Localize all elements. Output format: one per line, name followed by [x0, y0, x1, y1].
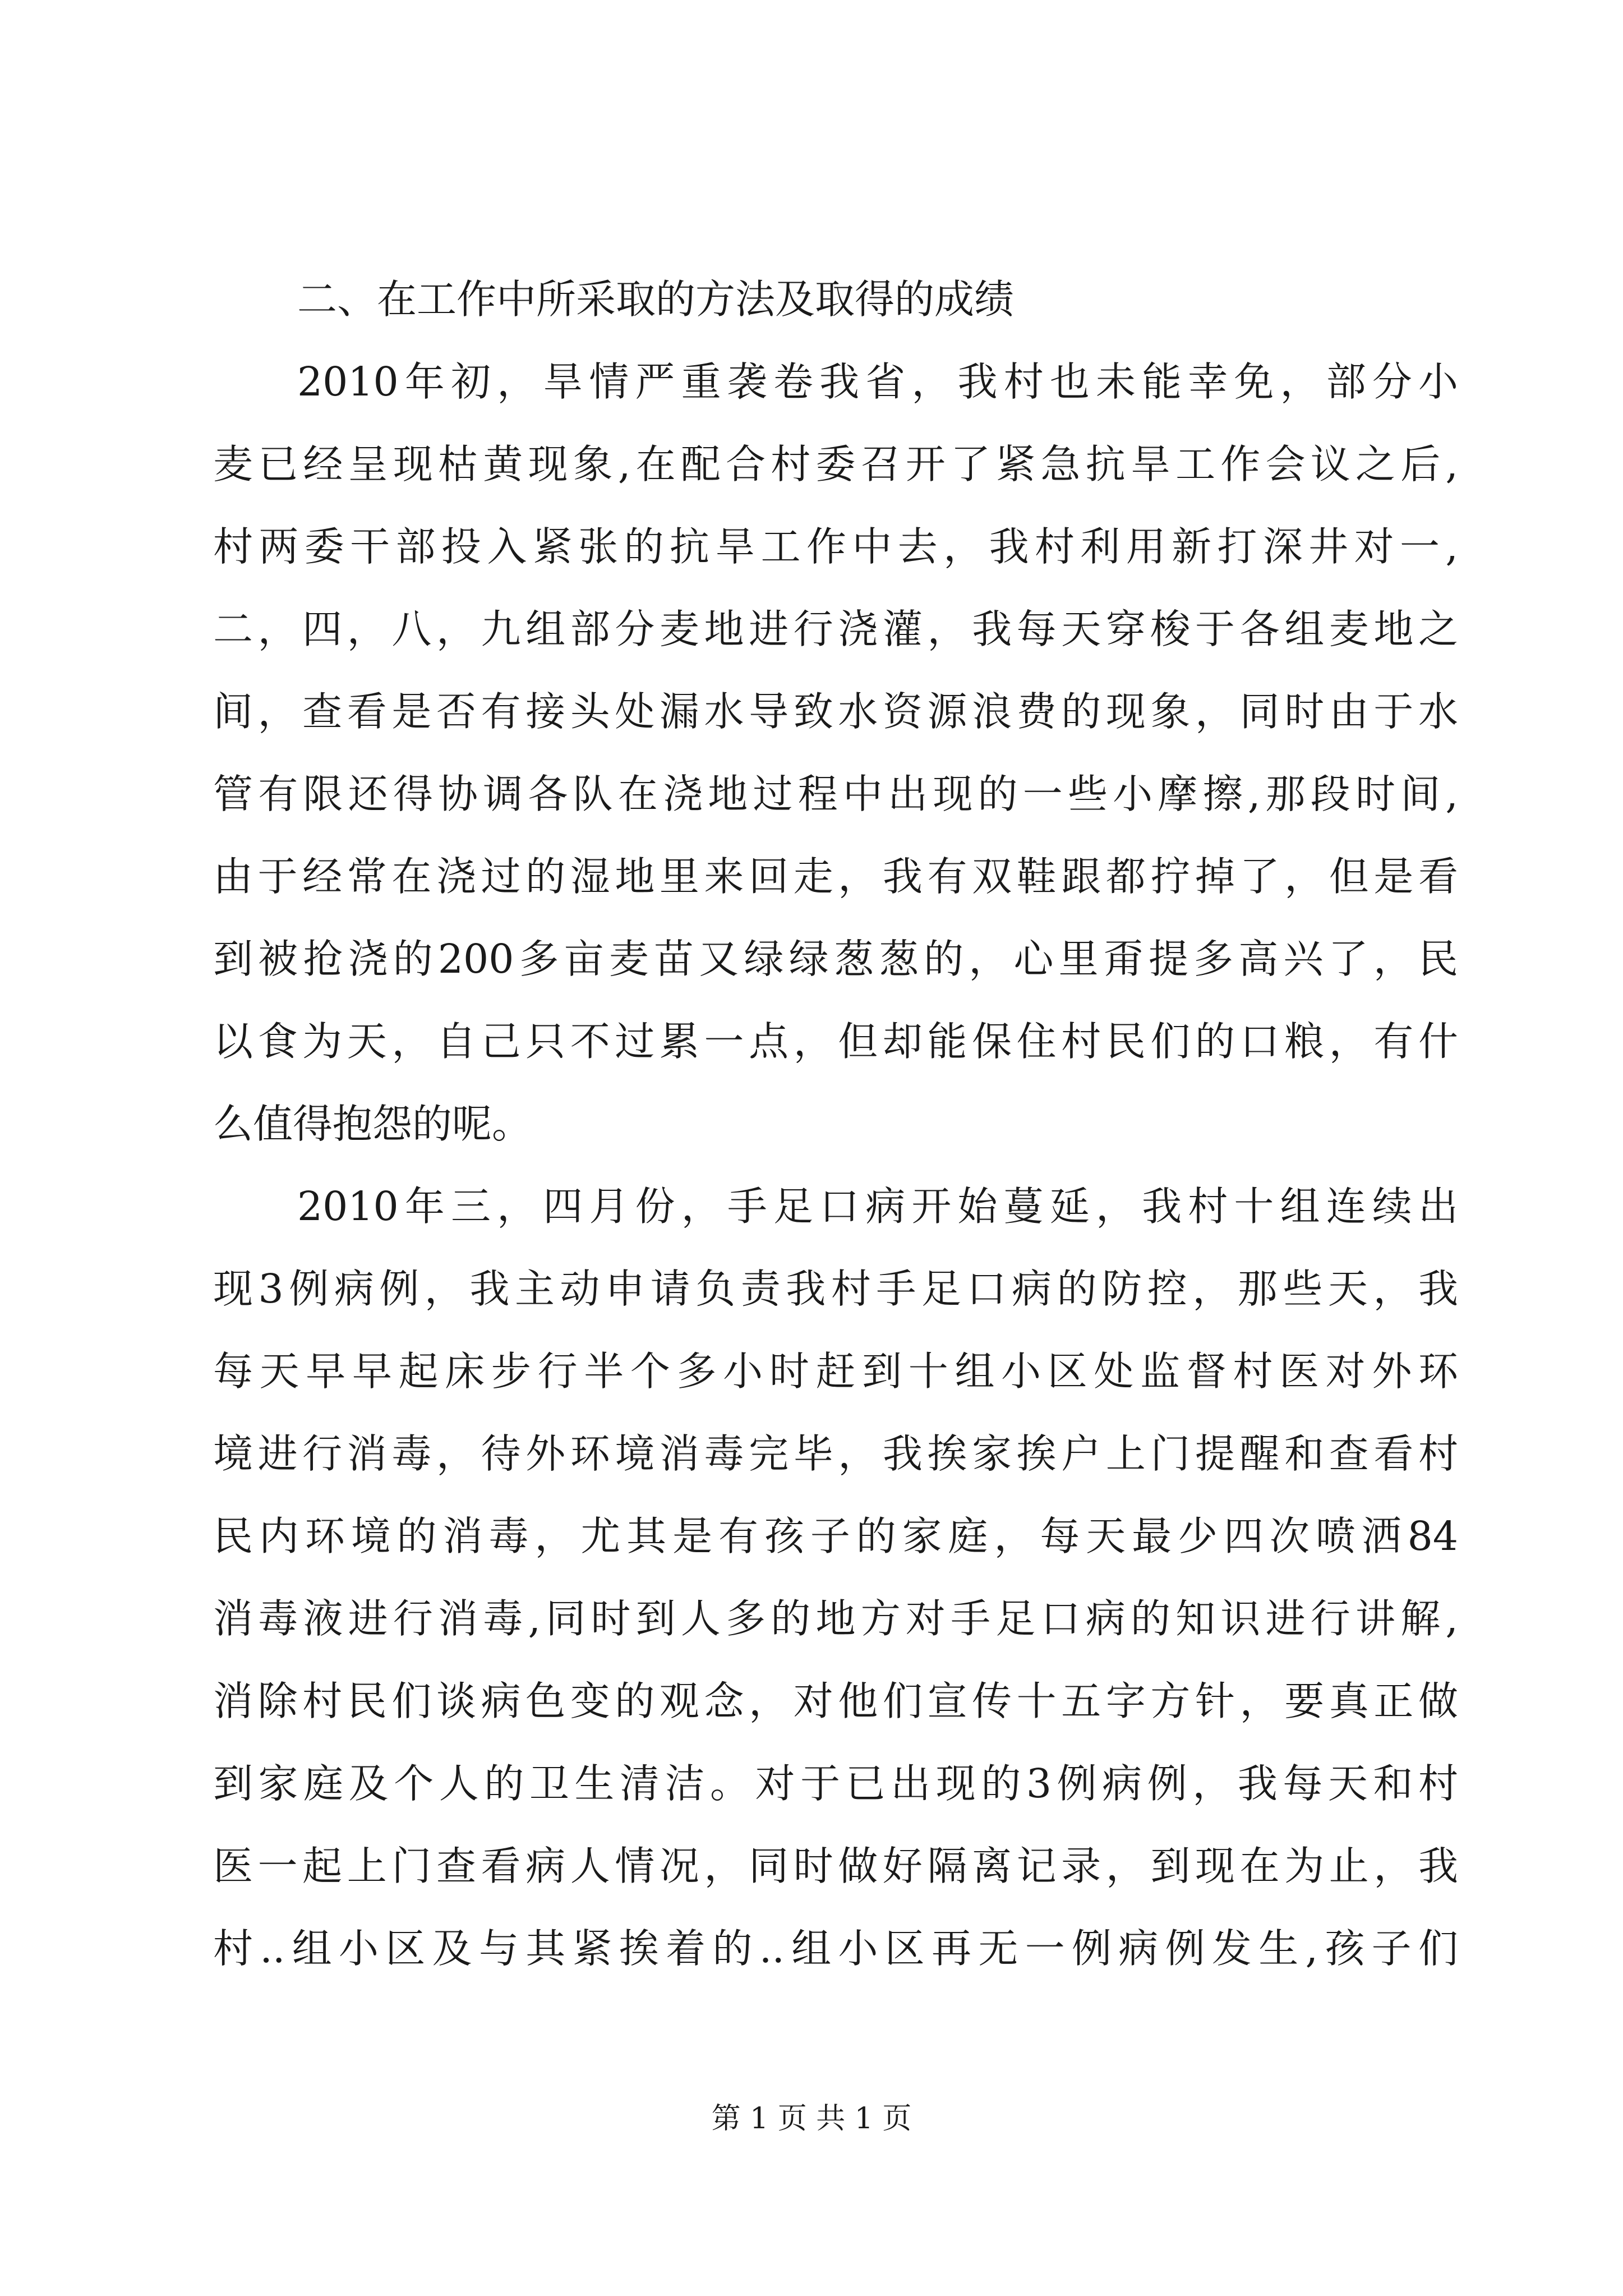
paragraph-1-line: 二，四，八，九组部分麦地进行浇灌，我每天穿梭于各组麦地之: [213, 606, 1458, 652]
paragraph-2-line: 到家庭及个人的卫生清洁。对于已出现的3例病例，我每天和村: [213, 1760, 1458, 1807]
paragraph-2-line: 医一起上门查看病人情况，同时做好隔离记录，到现在为止，我: [213, 1843, 1458, 1889]
paragraph-2-line: 村..组小区及与其紧挨着的..组小区再无一例病例发生,孩子们: [213, 1925, 1458, 1972]
document-body: [213, 258, 1458, 1990]
paragraph-1-line: 么值得抱怨的呢。: [213, 1101, 532, 1147]
paragraph-2-line: 民内环境的消毒，尤其是有孩子的家庭，每天最少四次喷洒84: [213, 1513, 1458, 1559]
paragraph-1-line: 管有限还得协调各队在浇地过程中出现的一些小摩擦,那段时间,: [213, 771, 1458, 817]
paragraph-2-line: 现3例病例，我主动申请负责我村手足口病的防控，那些天，我: [213, 1266, 1458, 1312]
paragraph-1-line: 2010年初，旱情严重袭卷我省，我村也未能幸免，部分小: [297, 358, 1458, 405]
paragraph-1-line: 麦已经呈现枯黄现象,在配合村委召开了紧急抗旱工作会议之后,: [213, 441, 1458, 487]
paragraph-2-line: 2010年三，四月份，手足口病开始蔓延，我村十组连续出: [297, 1183, 1458, 1230]
paragraph-2-line: 每天早早起床步行半个多小时赶到十组小区处监督村医对外环: [213, 1348, 1458, 1395]
page-footer: 第 1 页 共 1 页: [711, 2102, 912, 2136]
paragraph-1-line: 间，查看是否有接头处漏水导致水资源浪费的现象，同时由于水: [213, 688, 1458, 735]
paragraph-1-line: 以食为天，自己只不过累一点，但却能保住村民们的口粮，有什: [213, 1018, 1458, 1065]
paragraph-2-line: 消毒液进行消毒,同时到人多的地方对手足口病的知识进行讲解,: [213, 1595, 1458, 1642]
paragraph-2-line: 境进行消毒，待外环境消毒完毕，我挨家挨户上门提醒和查看村: [213, 1430, 1458, 1477]
paragraph-1-line: 到被抢浇的200多亩麦苗又绿绿葱葱的，心里甭提多高兴了，民: [213, 936, 1458, 982]
paragraph-1-line: 由于经常在浇过的湿地里来回走，我有双鞋跟都拧掉了，但是看: [213, 853, 1458, 900]
paragraph-2-line: 消除村民们谈病色变的观念，对他们宣传十五字方针，要真正做: [213, 1678, 1458, 1724]
section-heading: 二、在工作中所采取的方法及取得的成绩: [297, 276, 1015, 323]
paragraph-1-line: 村两委干部投入紧张的抗旱工作中去，我村利用新打深井对一,: [213, 523, 1458, 570]
